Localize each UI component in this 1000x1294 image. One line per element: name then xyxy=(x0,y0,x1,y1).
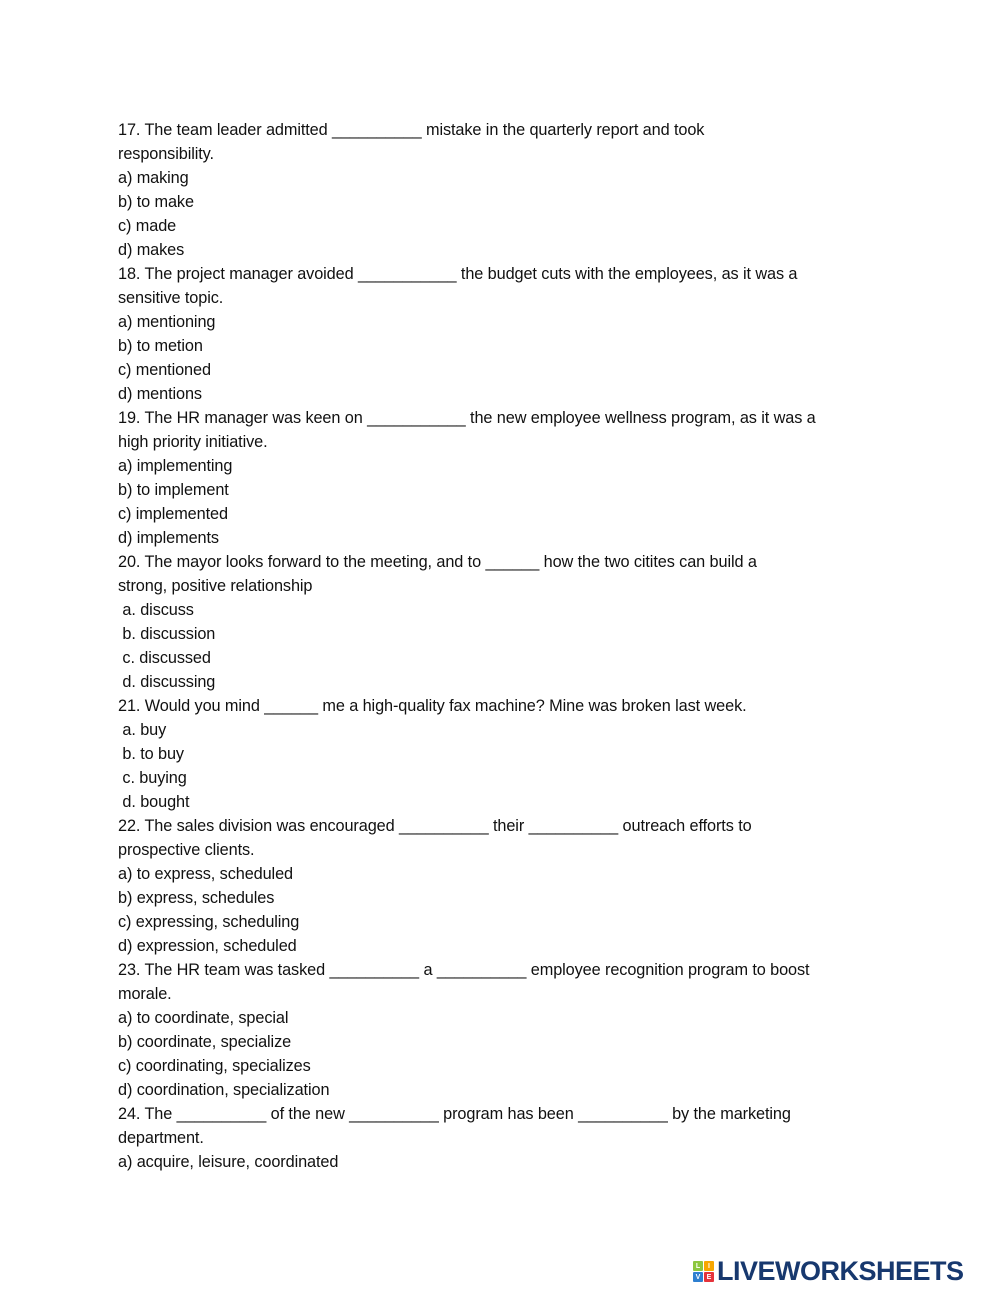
question-block xyxy=(118,262,898,406)
question-text: prospective clients. xyxy=(118,841,255,859)
answer-option: c) made xyxy=(118,217,177,235)
question-text: sensitive topic. xyxy=(118,289,224,307)
logo-text: LIVEWORKSHEETS xyxy=(717,1256,964,1286)
answer-option: c) implemented xyxy=(118,505,228,523)
answer-option: a) mentioning xyxy=(118,313,216,331)
question-block xyxy=(118,814,898,958)
answer-option: a) making xyxy=(118,169,189,187)
question-block xyxy=(118,550,898,694)
answer-option: b. to buy xyxy=(118,745,184,763)
question-text: strong, positive relationship xyxy=(118,577,313,595)
answer-option: d. discussing xyxy=(118,673,216,691)
answer-option: b) express, schedules xyxy=(118,889,275,907)
answer-option: b) to implement xyxy=(118,481,229,499)
question-text: responsibility. xyxy=(118,145,214,163)
question-text: 21. Would you mind ______ me a high-quality fax machine? Mine was broken last week. xyxy=(118,697,747,715)
answer-option: d. bought xyxy=(118,793,190,811)
question-block xyxy=(118,694,898,814)
answer-option: b) to make xyxy=(118,193,194,211)
answer-option: c. discussed xyxy=(118,649,211,667)
question-text: 24. The __________ of the new __________ program has been __________ by the marketing xyxy=(118,1105,791,1123)
logo-tile: L xyxy=(693,1261,703,1271)
answer-option: d) expression, scheduled xyxy=(118,937,297,955)
answer-option: d) makes xyxy=(118,241,185,259)
answer-option: a) acquire, leisure, coordinated xyxy=(118,1153,339,1171)
logo-tile: I xyxy=(704,1261,714,1271)
question-block xyxy=(118,958,898,1102)
liveworksheets-logo xyxy=(693,1256,964,1287)
answer-option: a) to express, scheduled xyxy=(118,865,293,883)
question-text: department. xyxy=(118,1129,204,1147)
question-text: 17. The team leader admitted __________ mistake in the quarterly report and took xyxy=(118,121,705,139)
answer-option: d) mentions xyxy=(118,385,202,403)
answer-option: c) mentioned xyxy=(118,361,211,379)
answer-option: b) coordinate, specialize xyxy=(118,1033,292,1051)
question-block xyxy=(118,118,898,262)
answer-option: c. buying xyxy=(118,769,187,787)
answer-option: a) implementing xyxy=(118,457,233,475)
answer-option: c) expressing, scheduling xyxy=(118,913,300,931)
answer-option: a. buy xyxy=(118,721,167,739)
question-text: 20. The mayor looks forward to the meeting, and to ______ how the two citites can build a xyxy=(118,553,757,571)
logo-tile: E xyxy=(704,1272,714,1282)
question-text: high priority initiative. xyxy=(118,433,268,451)
worksheet-body xyxy=(118,118,898,1174)
answer-option: b. discussion xyxy=(118,625,216,643)
answer-option: a. discuss xyxy=(118,601,194,619)
answer-option: d) coordination, specialization xyxy=(118,1081,330,1099)
logo-tiles-icon xyxy=(693,1261,714,1282)
question-text: morale. xyxy=(118,985,172,1003)
answer-option: c) coordinating, specializes xyxy=(118,1057,311,1075)
question-text: 22. The sales division was encouraged __________ their __________ outreach efforts to xyxy=(118,817,752,835)
answer-option: b) to metion xyxy=(118,337,203,355)
logo-tile: V xyxy=(693,1272,703,1282)
answer-option: a) to coordinate, special xyxy=(118,1009,289,1027)
question-block xyxy=(118,406,898,550)
answer-option: d) implements xyxy=(118,529,219,547)
question-text: 19. The HR manager was keen on ___________ the new employee wellness program, as it was a xyxy=(118,409,816,427)
question-text: 18. The project manager avoided ___________ the budget cuts with the employees, as it was a xyxy=(118,265,798,283)
question-block xyxy=(118,1102,898,1174)
question-text: 23. The HR team was tasked __________ a __________ employee recognition program to boost xyxy=(118,961,810,979)
